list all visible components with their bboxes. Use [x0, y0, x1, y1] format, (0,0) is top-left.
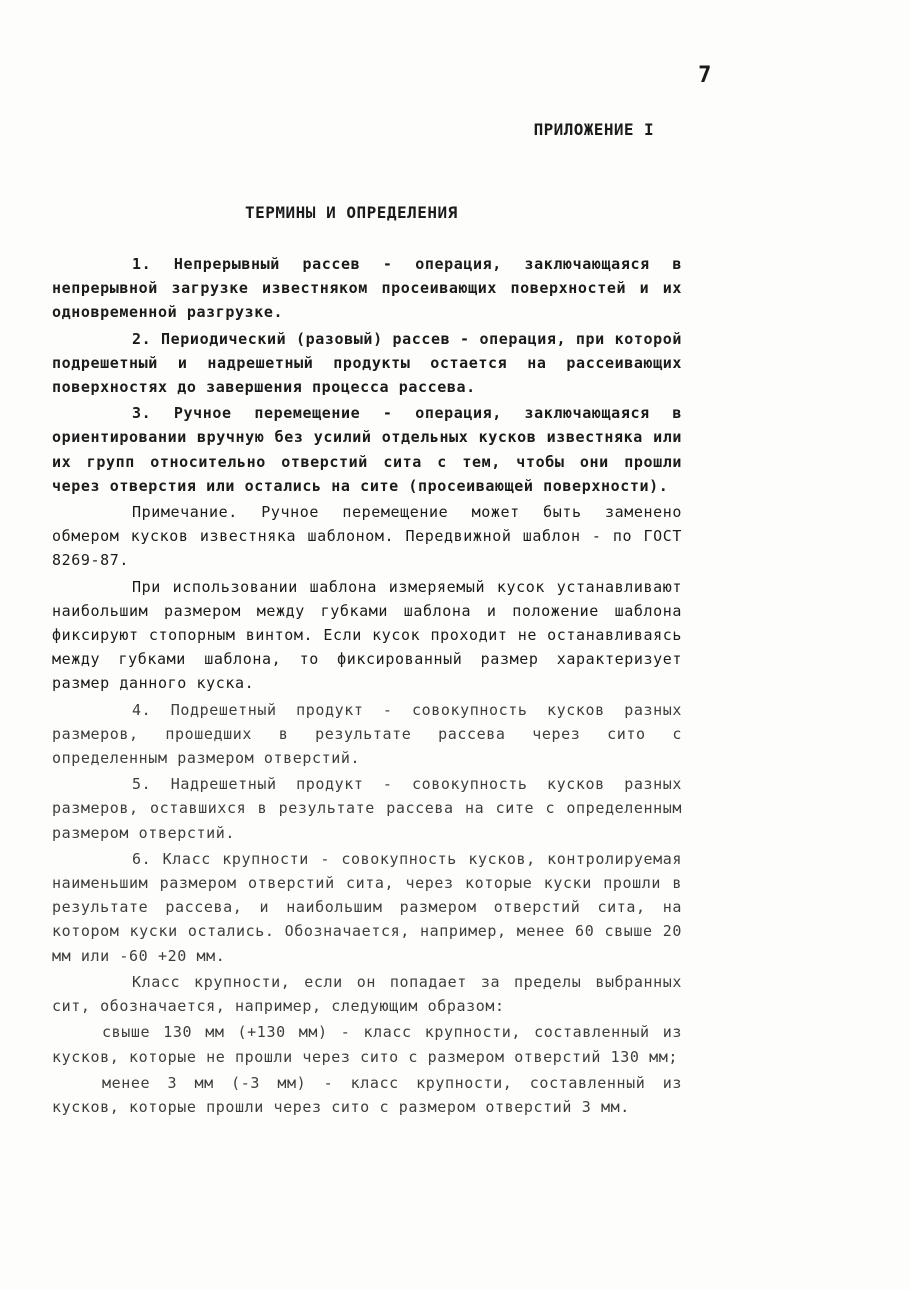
example-under-3: менее 3 мм (-3 мм) - класс крупности, составленный из кусков, которые прошли через сито с размером отверстий 3 мм.	[52, 1073, 682, 1116]
definition-3: 3. Ручное перемещение - операция, заключающаяся в ориентировании вручную без усилий отдельных кусков известняка или их групп относительно отверстий сита с тем, чтобы они прошли через отверстия или остались на сите (просеивающей поверхности).	[52, 404, 682, 495]
definition-1: 1. Непрерывный рассев - операция, заключающаяся в непрерывной загрузке известняком просеивающих поверхностей и их одновременной разгрузке.	[52, 255, 682, 322]
note-paragraph: Примечание. Ручное перемещение может быть заменено обмером кусков известняка шаблоном. Передвижной шаблон - по ГОСТ 8269-87.	[52, 503, 682, 570]
example-over-130: свыше 130 мм (+130 мм) - класс крупности, составленный из кусков, которые не прошли через сито с размером отверстий 130 мм;	[52, 1023, 682, 1066]
size-class-paragraph: Класс крупности, если он попадает за пределы выбранных сит, обозначается, например, следующим образом:	[52, 972, 682, 1016]
definition-6: 6. Класс крупности - совокупность кусков, контролируемая наименьшим размером отверстий сита, через которые куски прошли в результате рассева, и наибольшим размером отверстий сита, на котором куски остались. Обозначается, например, менее 60 свыше 20 мм или -60 +20 мм.	[52, 849, 682, 965]
definition-2: 2. Периодический (разовый) рассев - операция, при которой подрешетный и надрешетный продукты остается на рассеивающих поверхностях до завершения процесса рассева.	[52, 329, 682, 397]
document-body	[52, 252, 682, 1121]
definition-4: 4. Подрешетный продукт - совокупность кусков разных размеров, прошедших в результате рассева через сито с определенным размером отверстий.	[52, 700, 682, 768]
appendix-label: ПРИЛОЖЕНИЕ I	[533, 120, 654, 139]
template-usage-paragraph: При использовании шаблона измеряемый кусок устанавливают наибольшим размером между губками шаблона и положение шаблона фиксируют стопорным винтом. Если кусок проходит не останавливаясь между губками шаблона, то фиксированный размер характеризует размер данного куска.	[52, 577, 682, 693]
page-number: 7	[698, 63, 712, 88]
section-title: ТЕРМИНЫ И ОПРЕДЕЛЕНИЯ	[245, 203, 458, 222]
definition-5: 5. Надрешетный продукт - совокупность кусков разных размеров, оставшихся в результате рассева на сите с определенным размером отверстий.	[52, 775, 682, 842]
